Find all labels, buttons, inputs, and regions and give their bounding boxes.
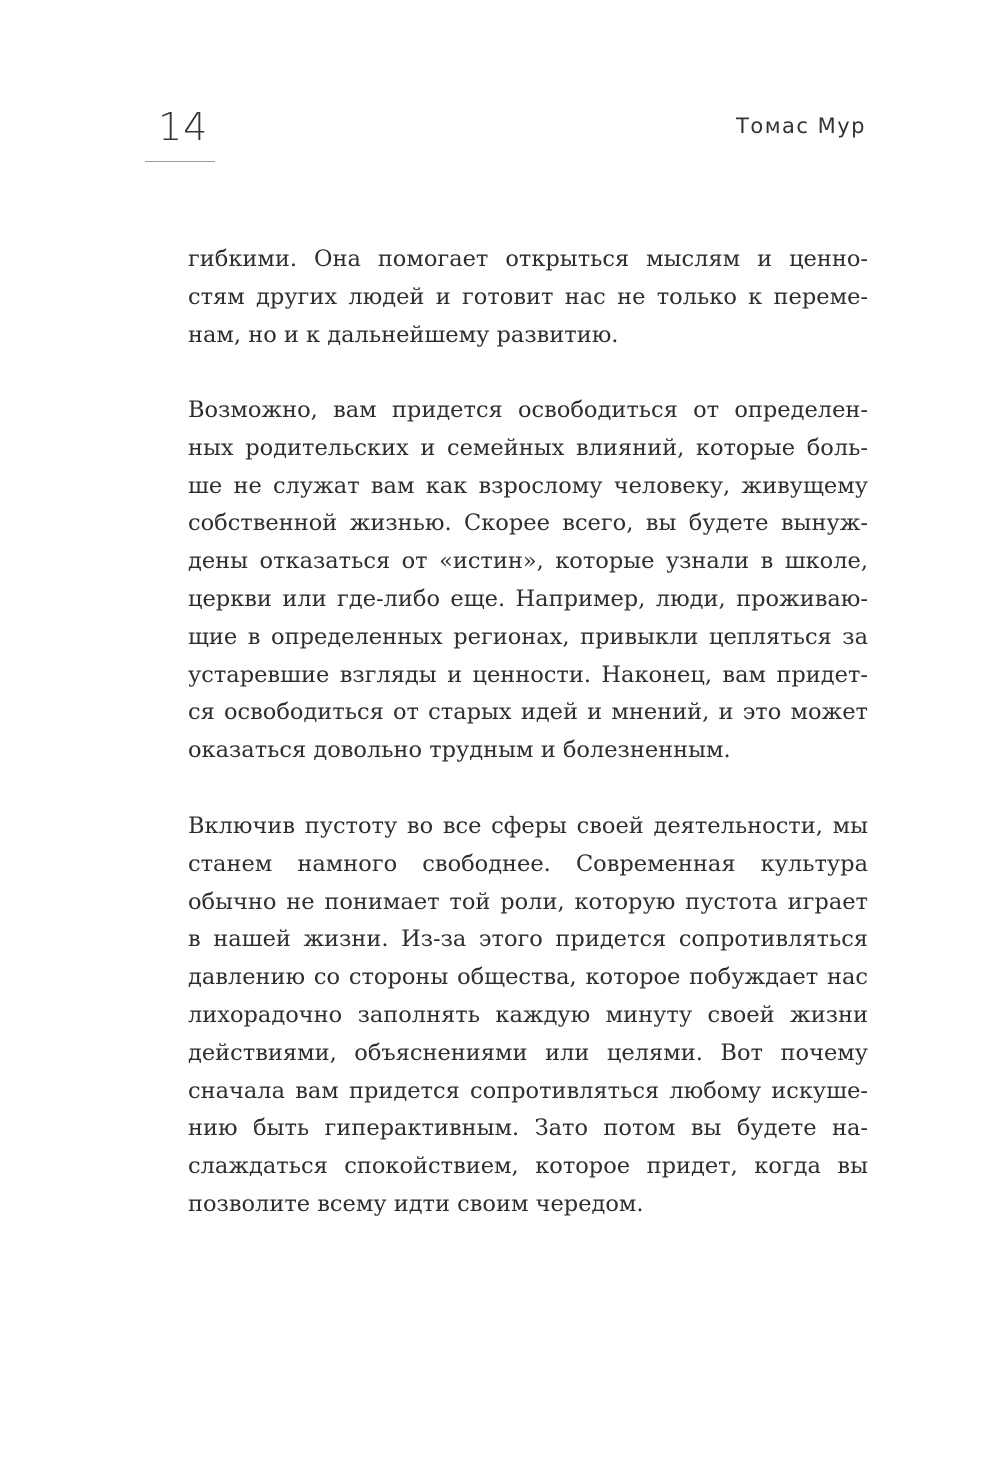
text-line: слаждаться спокойствием, которое придет, когда вы: [188, 1153, 868, 1180]
paragraph-1: [188, 241, 868, 354]
text-line: нам, но и к дальнейшему развитию.: [188, 321, 619, 348]
text-line: Включив пустоту во все сферы своей деятельности, мы: [188, 813, 868, 839]
text-line: дены отказаться от «истин», которые узнали в школе,: [188, 548, 868, 575]
text-line: собственной жизнью. Скорее всего, вы будете вынуж-: [188, 510, 868, 537]
page-number: 14: [158, 105, 209, 149]
text-line: оказаться довольно трудным и болезненным.: [188, 737, 731, 764]
text-line: ных родительских и семейных влияний, которые боль-: [188, 434, 868, 461]
running-head-author: Томас Мур: [736, 114, 866, 138]
page-number-rule: [145, 161, 215, 162]
text-line: устаревшие взгляды и ценности. Наконец, вам придет-: [188, 661, 868, 688]
text-line: гибкими. Она помогает открыться мыслям и ценно-: [188, 246, 868, 272]
text-line: щие в определенных регионах, привыкли цепляться за: [188, 623, 868, 650]
paragraph-2: [188, 392, 868, 770]
text-line: ся освободиться от старых идей и мнений, и это может: [188, 699, 868, 726]
text-line: обычно не понимает той роли, которую пустота играет: [188, 888, 868, 915]
text-line: ше не служат вам как взрослому человеку, живущему: [188, 472, 868, 499]
paragraph-3: [188, 808, 868, 1224]
text-line: нию быть гиперактивным. Зато потом вы будете на-: [188, 1115, 868, 1142]
text-line: в нашей жизни. Из-за этого придется сопротивляться: [188, 926, 868, 953]
text-line: Возможно, вам придется освободиться от определен-: [188, 397, 868, 423]
text-line: давлению со стороны общества, которое побуждает нас: [188, 964, 868, 991]
text-line: церкви или где-либо еще. Например, люди, проживаю-: [188, 585, 868, 612]
text-line: позволите всему идти своим чередом.: [188, 1190, 644, 1217]
text-line: станем намного свободнее. Современная культура: [188, 850, 868, 877]
text-line: действиями, объяснениями или целями. Вот почему: [188, 1039, 868, 1066]
text-line: лихорадочно заполнять каждую минуту своей жизни: [188, 1001, 868, 1028]
text-line: сначала вам придется сопротивляться любому искуше-: [188, 1077, 868, 1104]
text-line: стям других людей и готовит нас не только к переме-: [188, 283, 868, 310]
